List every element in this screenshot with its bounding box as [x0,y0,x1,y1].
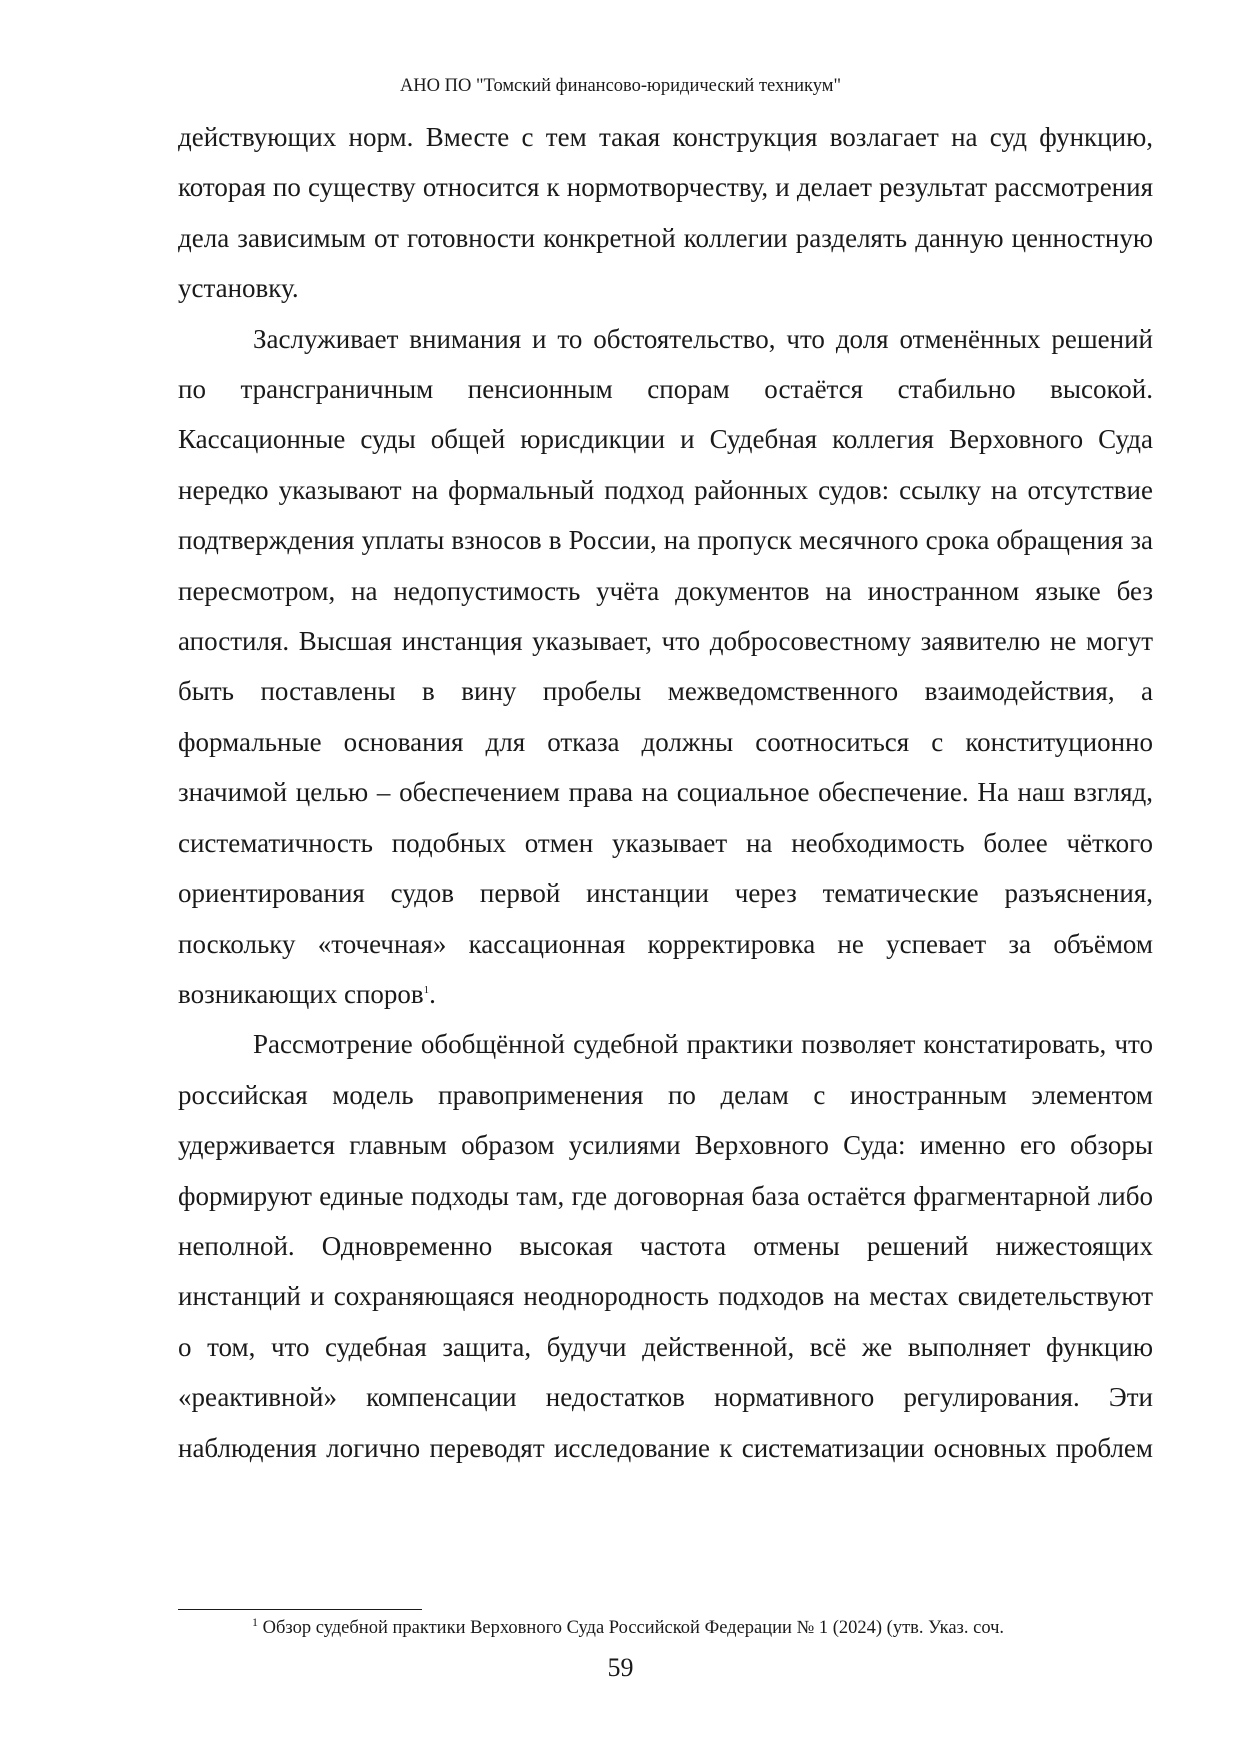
footnote-separator [178,1609,422,1610]
footnote-text: Обзор судебной практики Верховного Суда Российской Федерации № 1 (2024) (утв. Указ. соч. [262,1618,1005,1638]
paragraph-1: действующих норм. Вместе с тем такая конструкция возлагает на суд функцию, которая по существу относится к нормотворчеству, и делает результат рассмотрения дела зависимым от готовности конкретной коллегии разделять данную ценностную установку. [178,122,1153,304]
paragraph-2-text: Заслуживает внимания и то обстоятельство, что доля отменённых решений по трансграничным пенсионным спорам остаётся стабильно высокой. Кассационные суды общей юрисдикции и Судебная коллегия Верховного Суда нередко указывают на формальный подход районных судов: ссылку на отсутствие подтверждения уплаты взносов в России, на пропуск месячного срока обращения за пересмотром, на недопустимость учёта документов на иностранном языке без апостиля. Высшая инстанция указывает, что добросовестному заявителю не могут быть поставлены в вину пробелы межведомственного взаимодействия, а формальные основания для отказа должны соотноситься с конституционно значимой целью – обеспечением права на социальное обеспечение. На наш взгляд, систематичность подобных отмен указывает на необходимость более чёткого ориентирования судов первой инстанции через тематические разъяснения, поскольку «точечная» кассационная корректировка не успевает за объёмом возникающих споров [178,323,1153,1009]
footnote [252,1616,1152,1640]
page-number: 59 [607,1653,634,1682]
footnote-reference[interactable]: 1 [423,983,430,996]
paragraph-2-end: . [429,978,436,1009]
footnote-number: 1 [252,1614,258,1629]
document-body [178,112,1153,1473]
paragraph-2 [178,314,1153,1020]
paragraph-3: Рассмотрение обобщённой судебной практики позволяет констатировать, что российская модель правоприменения по делам с иностранным элементом удерживается главным образом усилиями Верховного Суда: именно его обзоры формируют единые подходы там, где договорная база остаётся фрагментарной либо неполной. Одновременно высокая частота отмены решений нижестоящих инстанций и сохраняющаяся неоднородность подходов на местах свидетельствуют о том, что судебная защита, будучи действенной, всё же выполняет функцию «реактивной» компенсации недостатков нормативного регулирования. Эти наблюдения логично переводят исследование к систематизации основных проблем [178,1029,1153,1463]
page-header: АНО ПО "Томский финансово-юридический техникум" [399,76,842,96]
